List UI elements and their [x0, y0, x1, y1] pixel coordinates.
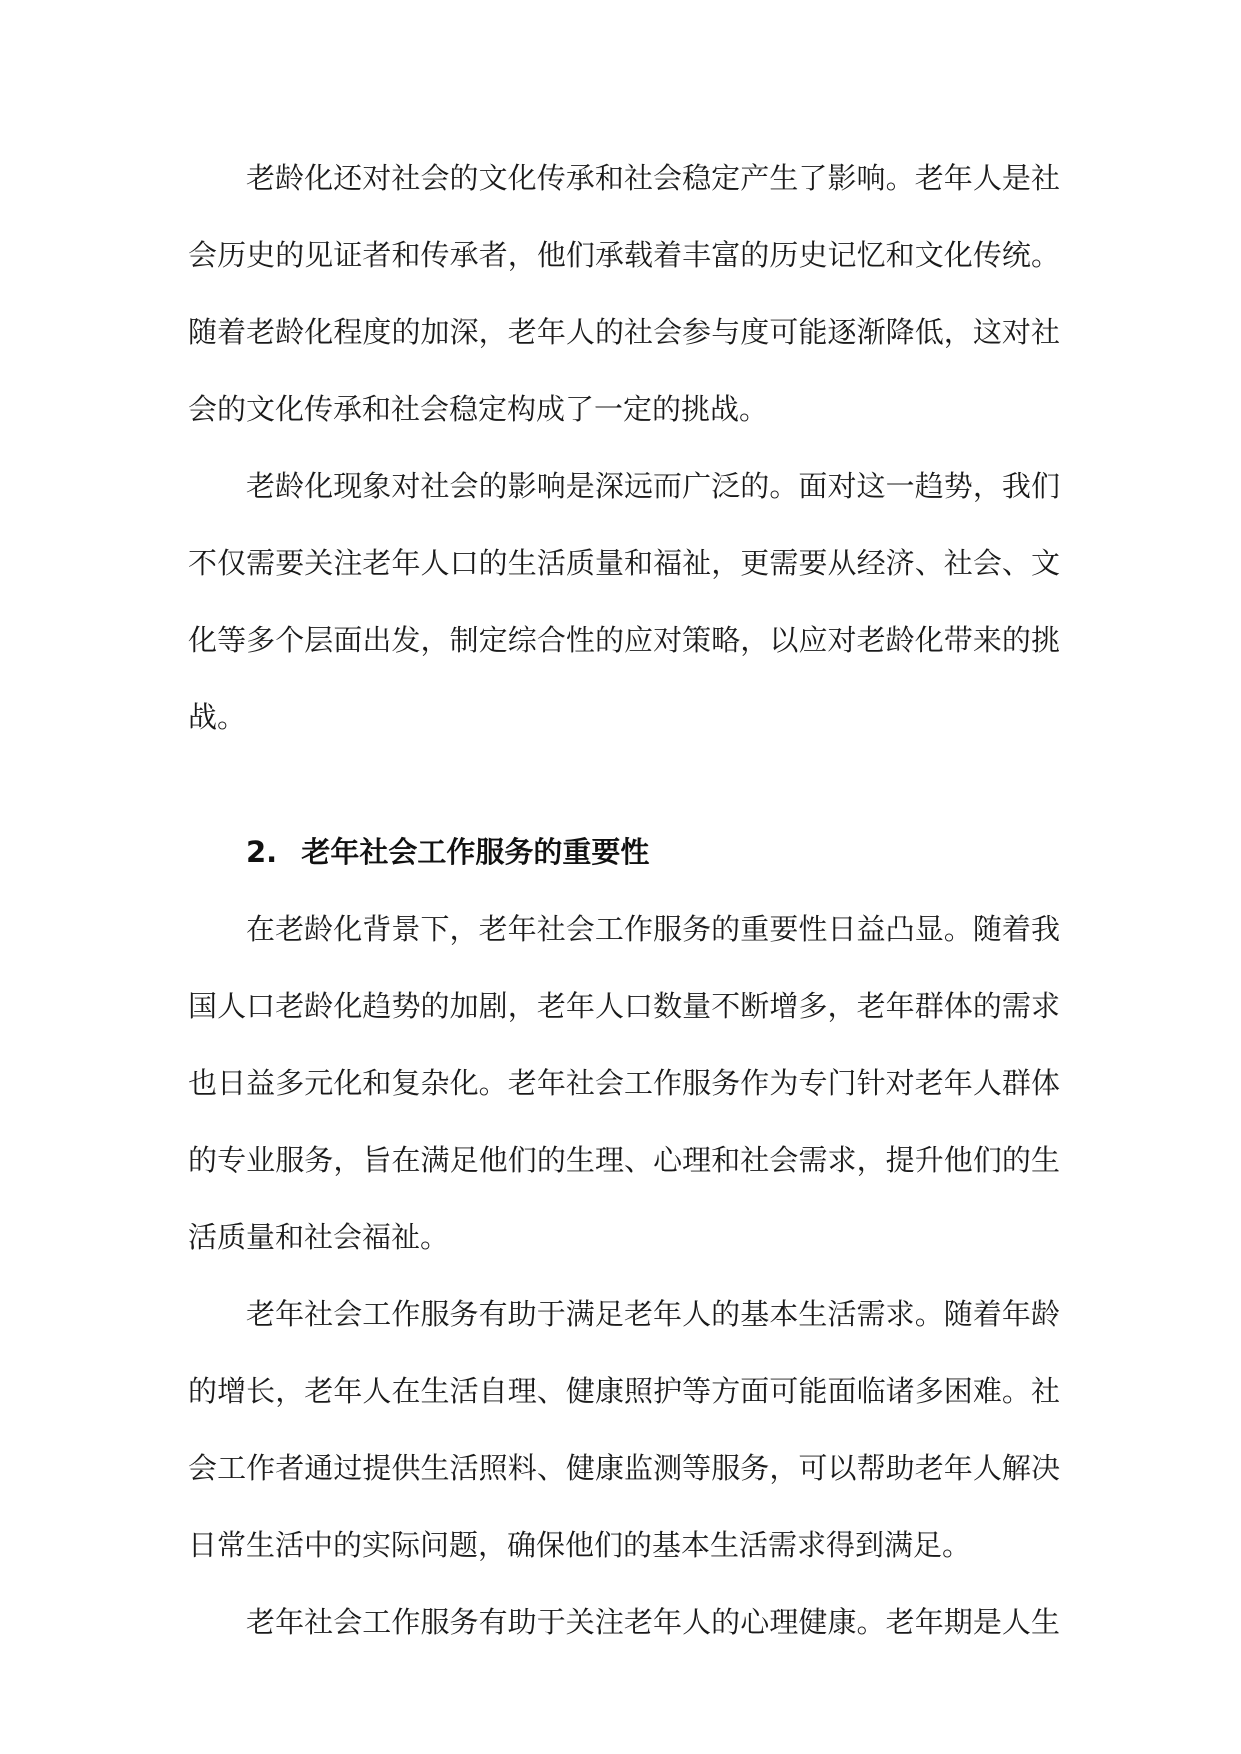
paragraph-line: 老年社会工作服务有助于关注老年人的心理健康。老年期是人生: [246, 1605, 1060, 1639]
paragraph-importance: [188, 891, 1060, 1276]
paragraph-basic-needs: [188, 1276, 1060, 1584]
paragraph-line: 随着老龄化程度的加深，老年人的社会参与度可能逐渐降低，这对社: [188, 315, 1060, 349]
section-number: 2.: [246, 835, 278, 869]
section-spacer: [188, 756, 1060, 814]
paragraph-line: 老龄化现象对社会的影响是深远而广泛的。面对这一趋势，我们: [246, 469, 1060, 503]
paragraph-overall-impact: [188, 448, 1060, 756]
paragraph-mental-health: [188, 1584, 1060, 1661]
paragraph-cultural-impact: [188, 140, 1060, 448]
paragraph-line: 会工作者通过提供生活照料、健康监测等服务，可以帮助老年人解决: [188, 1451, 1060, 1485]
paragraph-line: 日常生活中的实际问题，确保他们的基本生活需求得到满足。: [188, 1528, 972, 1562]
paragraph-line: 的专业服务，旨在满足他们的生理、心理和社会需求，提升他们的生: [188, 1143, 1060, 1177]
paragraph-line: 会的文化传承和社会稳定构成了一定的挑战。: [188, 392, 769, 426]
paragraph-line: 不仅需要关注老年人口的生活质量和福祉，更需要从经济、社会、文: [188, 546, 1060, 580]
paragraph-line: 的增长，老年人在生活自理、健康照护等方面可能面临诸多困难。社: [188, 1374, 1060, 1408]
paragraph-line: 化等多个层面出发，制定综合性的应对策略，以应对老龄化带来的挑: [188, 623, 1060, 657]
paragraph-line: 也日益多元化和复杂化。老年社会工作服务作为专门针对老年人群体: [188, 1066, 1060, 1100]
section-title: 老年社会工作服务的重要性: [301, 835, 650, 869]
paragraph-line: 老龄化还对社会的文化传承和社会稳定产生了影响。老年人是社: [246, 161, 1060, 195]
paragraph-line: 会历史的见证者和传承者，他们承载着丰富的历史记忆和文化传统。: [188, 238, 1060, 272]
section-heading: [188, 814, 1060, 891]
paragraph-line: 国人口老龄化趋势的加剧，老年人口数量不断增多，老年群体的需求: [188, 989, 1060, 1023]
paragraph-line: 活质量和社会福祉。: [188, 1220, 450, 1254]
paragraph-line: 老年社会工作服务有助于满足老年人的基本生活需求。随着年龄: [246, 1297, 1060, 1331]
document-body: [188, 140, 1060, 1661]
paragraph-line: 战。: [188, 700, 247, 734]
paragraph-line: 在老龄化背景下，老年社会工作服务的重要性日益凸显。随着我: [246, 912, 1060, 946]
